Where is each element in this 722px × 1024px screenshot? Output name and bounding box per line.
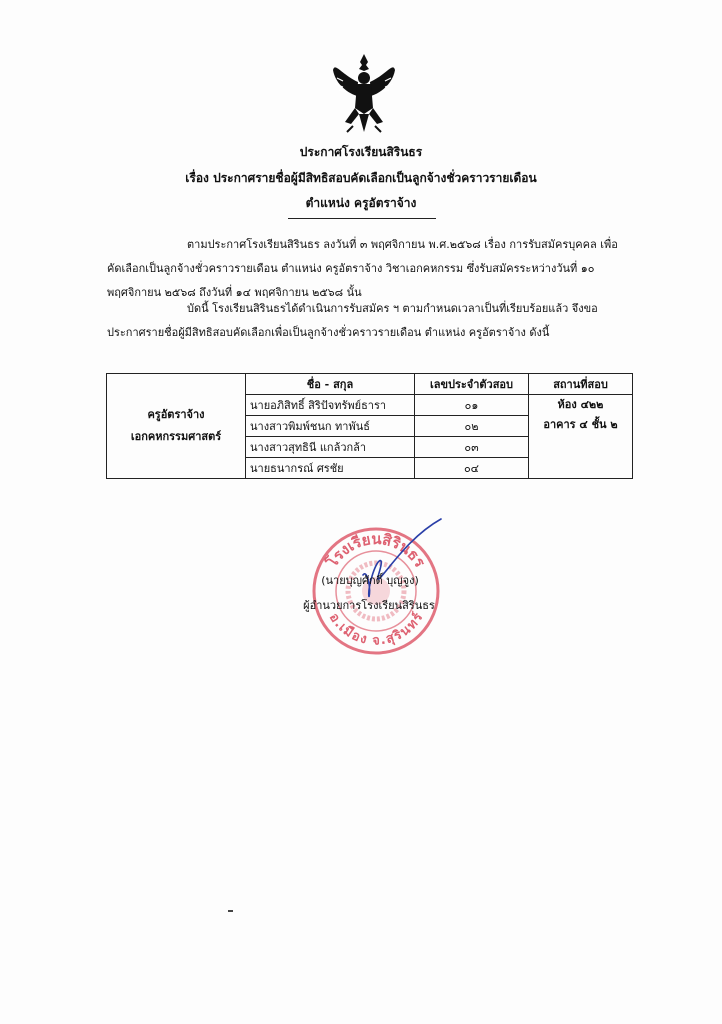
signatory-name: (นายบุญศักดิ์ บุญจูง)	[321, 574, 419, 587]
stamp-top-text: โรงเรียนสิรินธร	[322, 529, 430, 571]
paragraph-announcement: บัดนี้ โรงเรียนสิรินธรได้ดำเนินการรับสมัคร ฯ ตามกำหนดเวลาเป็นที่เรียบร้อยแล้ว จึงขอประกาศรายชื่อผู้มีสิทธิสอบคัดเลือกเพื่อเป็นลูกจ้างชั่วคราวรายเดือน ตำแหน่ง ครูอัตราจ้าง ดังนี้	[107, 302, 598, 339]
candidate-name: นายอภิสิทธิ์ สิริปัจทรัพย์ธารา	[246, 395, 415, 416]
paragraph-reference: ตามประกาศโรงเรียนสิรินธร ลงวันที่ ๓ พฤศจิกายน พ.ศ.๒๕๖๘ เรื่อง การรับสมัครบุคคล เพื่อคัดเลือกเป็นลูกจ้างชั่วคราวรายเดือน ตำแหน่ง ครูอัตราจ้าง วิชาเอกคหกรรม ซึ่งรับสมัครระหว่างวันที่ ๑๐ พฤศจิกายน ๒๕๖๘ ถึงวันที่ ๑๔ พฤศจิกายน ๒๕๖๘ นั้น	[107, 238, 618, 299]
announcement-subject: เรื่อง ประกาศรายชื่อผู้มีสิทธิสอบคัดเลือกเป็นลูกจ้างชั่วคราวรายเดือน	[185, 171, 537, 185]
candidate-name: นางสาวสุทธินี แกล้วกล้า	[246, 437, 415, 458]
position-cell	[107, 374, 246, 479]
announcement-title: ประกาศโรงเรียนสิรินธร	[299, 145, 423, 159]
candidate-name: นายธนากรณ์ ศรชัย	[246, 458, 415, 479]
exam-room: ห้อง ๔๒๒	[557, 398, 604, 411]
page-mark	[228, 910, 233, 912]
column-header-name: ชื่อ - สกุล	[246, 374, 415, 395]
column-header-number: เลขประจำตัวสอบ	[415, 374, 529, 395]
candidate-table	[106, 373, 633, 479]
stamp-bottom-text: อ.เมือง จ.สุรินทร์	[325, 610, 427, 649]
announcement-position: ตำแหน่ง ครูอัตราจ้าง	[305, 196, 417, 210]
table-header-row	[107, 374, 633, 395]
position-label: ครูอัตราจ้าง	[147, 408, 205, 421]
exam-building: อาคาร ๔ ชั้น ๒	[543, 418, 618, 431]
exam-room-cell	[529, 395, 633, 479]
candidate-number: ๐๓	[415, 437, 529, 458]
position-major: เอกคหกรรมศาสตร์	[130, 430, 222, 443]
candidate-number: ๐๑	[415, 395, 529, 416]
column-header-place: สถานที่สอบ	[529, 374, 633, 395]
garuda-emblem-icon	[331, 52, 397, 136]
candidate-number: ๐๒	[415, 416, 529, 437]
title-divider	[288, 218, 436, 219]
signatory-title: ผู้อำนวยการโรงเรียนสิรินธร	[303, 599, 435, 612]
candidate-name: นางสาวพิมพ์ชนก ทาพันธ์	[246, 416, 415, 437]
candidate-number: ๐๔	[415, 458, 529, 479]
